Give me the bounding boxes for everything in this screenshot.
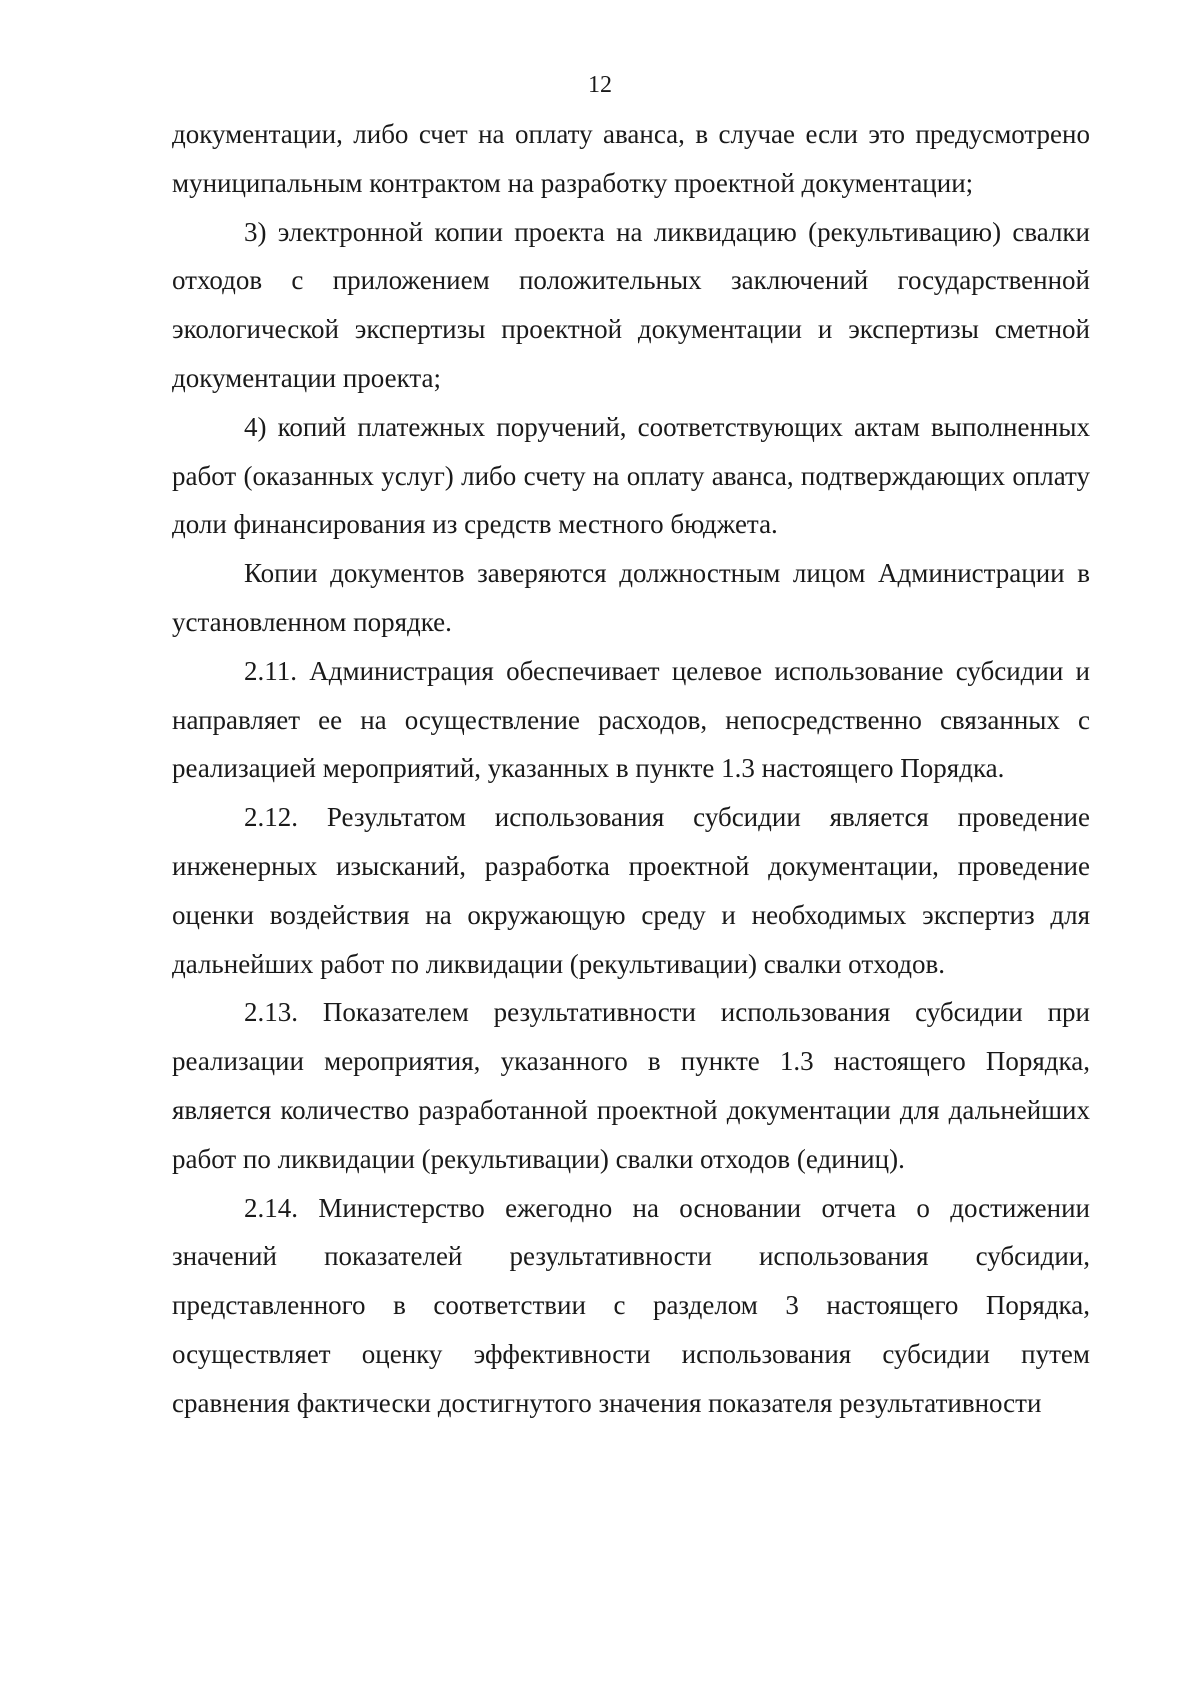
paragraph-item-4: 4) копий платежных поручений, соответствующих актам выполненных работ (оказанных услуг) либо счету на оплату аванса, подтверждающих оплату доли финансирования из средств местного бюджета. [172,411,1090,540]
document-body [172,110,1090,1428]
paragraph-item-3: 3) электронной копии проекта на ликвидацию (рекультивацию) свалки отходов с приложением положительных заключений государственной экологической экспертизы проектной документации и экспертизы сметной документации проекта; [172,216,1090,393]
paragraph-copies-certification: Копии документов заверяются должностным лицом Администрации в установленном порядке. [172,558,1090,637]
page-number: 12 [588,72,612,98]
paragraph-2-14: 2.14. Министерство ежегодно на основании отчета о достижении значений показателей результативности использования субсидии, представленного в соответствии с разделом 3 настоящего Порядка, осуществляет оценку эффективности использования субсидии путем сравнения фактически достигнутого значения показателя результативности [172,1192,1090,1418]
paragraph-2-11: 2.11. Администрация обеспечивает целевое использование субсидии и направляет ее на осуществление расходов, непосредственно связанных с реализацией мероприятий, указанных в пункте 1.3 настоящего Порядка. [172,655,1090,784]
paragraph-continuation: документации, либо счет на оплату аванса, в случае если это предусмотрено муниципальным контрактом на разработку проектной документации; [172,119,1090,198]
paragraph-2-12: 2.12. Результатом использования субсидии является проведение инженерных изысканий, разработка проектной документации, проведение оценки воздействия на окружающую среду и необходимых экспертиз для дальнейших работ по ликвидации (рекультивации) свалки отходов. [172,802,1090,979]
paragraph-2-13: 2.13. Показателем результативности использования субсидии при реализации мероприятия, указанного в пункте 1.3 настоящего Порядка, является количество разработанной проектной документации для дальнейших работ по ликвидации (рекультивации) свалки отходов (единиц). [172,997,1090,1174]
